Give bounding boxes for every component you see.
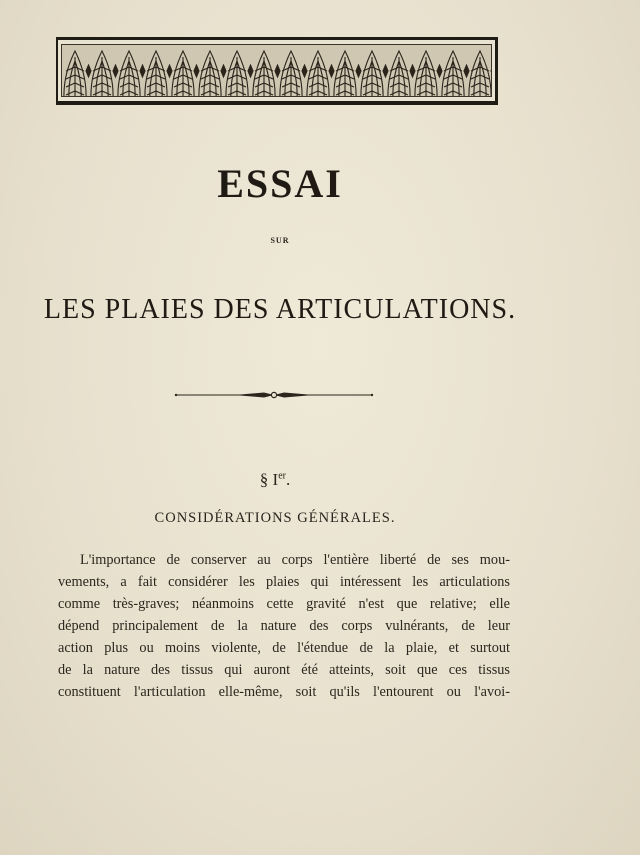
body-paragraph — [58, 549, 510, 703]
fleuron-rule — [174, 389, 374, 401]
section-number: § Ier. — [259, 470, 291, 489]
book-title: ESSAI — [217, 161, 343, 206]
acanthus-frieze-ornament — [62, 45, 492, 97]
text-line: vements, a fait considérer les plaies qui intéressent les articulations — [58, 574, 510, 590]
decorative-headpiece — [56, 37, 498, 105]
text-line: action plus ou moins violente, de l'étendue de la plaie, et surtout — [58, 640, 510, 656]
text-line: dépend principalement de la nature des corps vulnérants, de leur — [58, 618, 510, 634]
text-line: L'importance de conserver au corps l'entière liberté de ses mou- — [80, 552, 510, 568]
title-connector: SUR — [270, 236, 290, 245]
section-heading: CONSIDÉRATIONS GÉNÉRALES. — [154, 510, 396, 526]
text-line: constituent l'articulation elle-même, soit qu'ils l'entourent ou l'avoi- — [58, 684, 510, 700]
book-subtitle: LES PLAIES DES ARTICULATIONS. — [43, 294, 517, 325]
text-line: de la nature des tissus qui auront été atteints, soit que ces tissus — [58, 662, 510, 678]
text-line: comme très-graves; néanmoins cette gravité n'est que relative; elle — [58, 596, 510, 612]
